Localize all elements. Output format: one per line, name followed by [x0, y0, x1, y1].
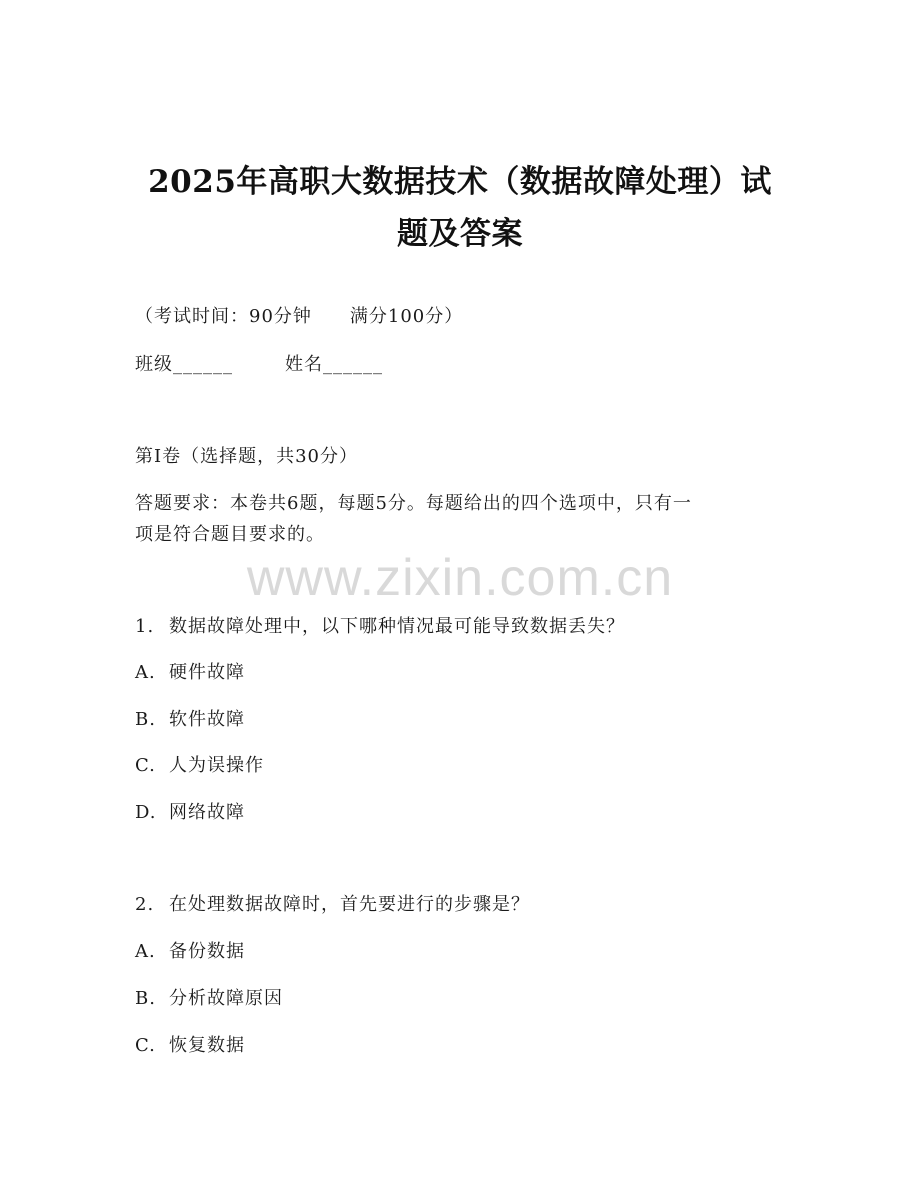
- question-1-option-b: [135, 705, 245, 731]
- requirement-line-1: 答题要求：本卷共6题，每题5分。每题给出的四个选项中，只有一: [135, 493, 692, 514]
- watermark: www.zixin.com.cn: [246, 549, 674, 607]
- option-letter: C.: [135, 755, 156, 776]
- option-letter: A.: [135, 941, 156, 962]
- option-text: 恢复数据: [169, 1035, 245, 1056]
- section-title: 第I卷（选择题，共30分）: [135, 446, 359, 467]
- question-number: 1.: [135, 616, 155, 637]
- option-text: 硬件故障: [169, 662, 245, 683]
- question-2-option-b: [135, 984, 283, 1010]
- class-field-label: 班级______: [135, 354, 233, 375]
- question-1-option-c: [135, 751, 264, 777]
- question-2: [135, 890, 530, 916]
- question-2-option-c: [135, 1031, 245, 1057]
- document-title-line-1: 2025年高职大数据技术（数据故障处理）试: [148, 164, 772, 200]
- student-info-row: [135, 350, 383, 376]
- question-1-option-d: [135, 798, 245, 824]
- option-letter: A.: [135, 662, 156, 683]
- question-text: 数据故障处理中，以下哪种情况最可能导致数据丢失？: [169, 616, 625, 637]
- option-text: 分析故障原因: [169, 988, 283, 1009]
- question-2-option-a: [135, 937, 245, 963]
- option-text: 网络故障: [169, 802, 245, 823]
- exam-info: （考试时间：90分钟 满分100分）: [135, 306, 464, 327]
- question-number: 2.: [135, 894, 155, 915]
- option-text: 人为误操作: [169, 755, 264, 776]
- question-1: [135, 612, 625, 638]
- document-title-line-2: 题及答案: [397, 216, 523, 252]
- requirement-line-2: 项是符合题目要求的。: [135, 524, 325, 545]
- option-letter: D.: [135, 802, 157, 823]
- option-text: 软件故障: [169, 709, 245, 730]
- question-text: 在处理数据故障时，首先要进行的步骤是？: [169, 894, 530, 915]
- option-letter: C.: [135, 1035, 156, 1056]
- option-letter: B.: [135, 709, 156, 730]
- name-field-label: 姓名______: [285, 354, 383, 375]
- option-text: 备份数据: [169, 941, 245, 962]
- question-1-option-a: [135, 658, 245, 684]
- option-letter: B.: [135, 988, 156, 1009]
